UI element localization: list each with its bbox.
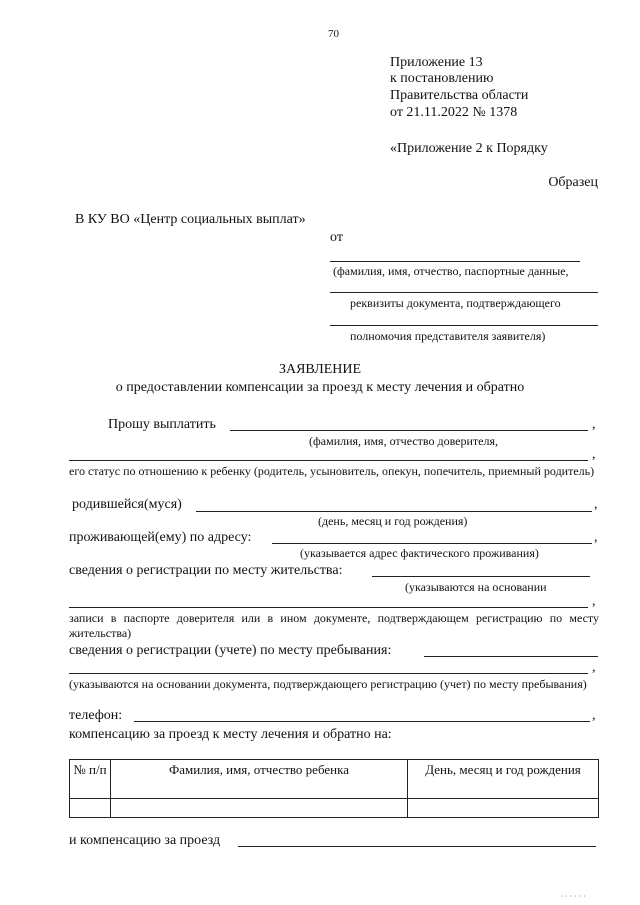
header-line-5: «Приложение 2 к Порядку [390, 141, 548, 156]
table-cell[interactable] [111, 799, 408, 818]
hint-reg-2: записи в паспорте доверителя или в ином документе, подтверждающем регистрацию по месту жительства) [69, 611, 599, 640]
comma: , [594, 497, 598, 512]
table-cell[interactable] [408, 799, 599, 818]
stay-label: сведения о регистрации (учете) по месту пребывания: [69, 643, 392, 658]
registration-line[interactable] [372, 576, 590, 577]
table-header-row [70, 760, 599, 799]
comma: , [592, 660, 596, 675]
comma: , [592, 594, 596, 609]
col-number-header: № п/п [70, 760, 111, 799]
living-label: проживающей(ему) по адресу: [69, 530, 252, 545]
comma: , [592, 708, 596, 723]
addressee-hint-3: полномочия представителя заявителя) [350, 329, 546, 343]
hint-reg-1: (указываются на основании [405, 580, 547, 594]
addressee-hint-1: (фамилия, имя, отчество, паспортные данные, [333, 264, 569, 278]
hint-address: (указывается адрес фактического проживания) [300, 546, 539, 560]
compensation-label: компенсацию за проезд к месту лечения и обратно на: [69, 727, 392, 742]
header-line-3: Правительства области [390, 88, 529, 103]
document-title: ЗАЯВЛЕНИЕ [278, 362, 362, 377]
born-label: родившейся(муся) [72, 497, 182, 512]
authority-line[interactable] [330, 325, 598, 326]
col-birth-header: День, месяц и год рождения [408, 760, 599, 799]
from-line[interactable] [330, 261, 580, 262]
registration-label: сведения о регистрации по месту жительства: [69, 563, 343, 578]
phone-line[interactable] [134, 721, 590, 722]
header-line-1: Приложение 13 [390, 55, 483, 70]
trustee-status-line[interactable] [69, 460, 588, 461]
comma: , [594, 530, 598, 545]
sample-label: Образец [548, 175, 598, 190]
table-row [70, 799, 599, 818]
ask-pay-label: Прошу выплатить [108, 417, 216, 432]
hint-stay: (указываются на основании документа, подтверждающего регистрацию (учет) по месту пребывания) [69, 677, 587, 691]
stay-line-2[interactable] [69, 673, 588, 674]
footer-mark: · · · · · · [560, 892, 586, 901]
comma: , [592, 417, 596, 432]
phone-label: телефон: [69, 708, 123, 723]
document-subtitle: о предоставлении компенсации за проезд к месту лечения и обратно [115, 380, 525, 395]
addressee-hint-2: реквизиты документа, подтверждающего [350, 296, 561, 310]
header-line-2: к постановлению [390, 71, 494, 86]
table-cell[interactable] [70, 799, 111, 818]
addressee-to: В КУ ВО «Центр социальных выплат» [75, 212, 306, 227]
page-number: 70 [328, 28, 339, 40]
stay-line[interactable] [424, 656, 598, 657]
comma: , [592, 447, 596, 462]
and-compensation-line[interactable] [238, 846, 596, 847]
header-line-4: от 21.11.2022 № 1378 [390, 105, 518, 120]
address-line[interactable] [272, 543, 592, 544]
hint-birth: (день, месяц и год рождения) [318, 514, 468, 528]
and-compensation-label: и компенсацию за проезд [69, 833, 221, 848]
requisites-line[interactable] [330, 292, 598, 293]
birth-date-line[interactable] [196, 511, 592, 512]
hint-status: его статус по отношению к ребенку (родитель, усыновитель, опекун, попечитель, приемный родитель) [69, 464, 595, 478]
addressee-from: от [330, 230, 343, 245]
hint-trustee: (фамилия, имя, отчество доверителя, [309, 434, 499, 448]
children-table [69, 759, 599, 818]
trustee-name-line[interactable] [230, 430, 588, 431]
registration-line-2[interactable] [69, 607, 588, 608]
col-name-header: Фамилия, имя, отчество ребенка [111, 760, 408, 799]
